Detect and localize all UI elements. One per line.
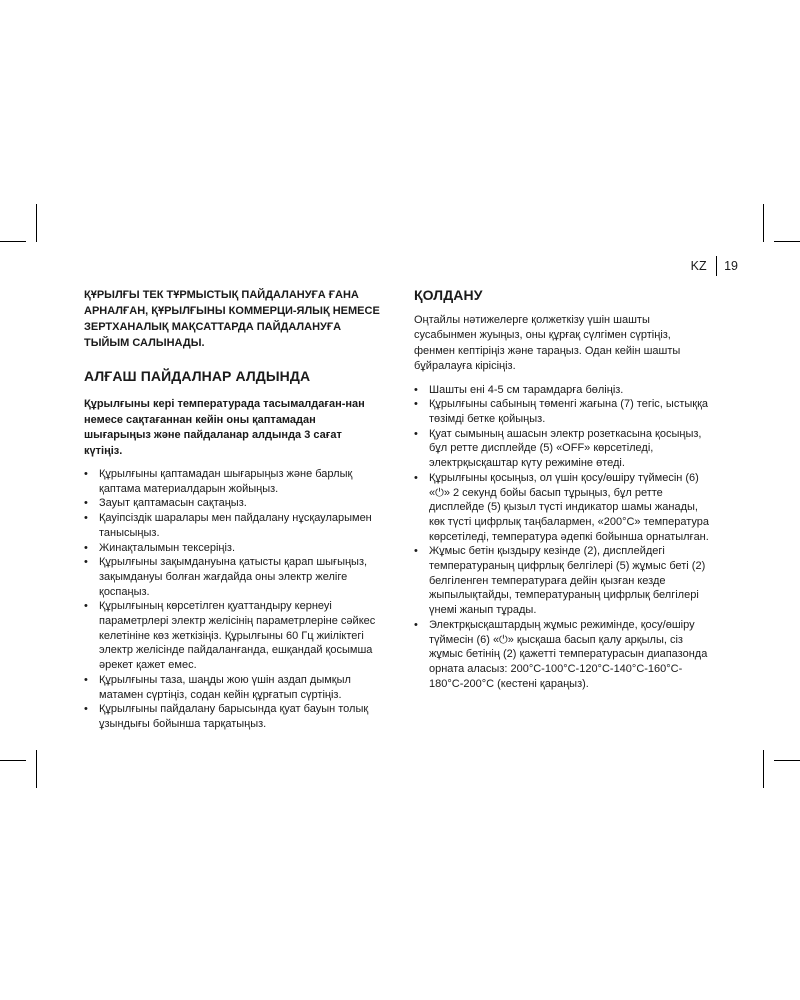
list-item: • Құрылғының көрсетілген қуаттандыру кернеуі параметрлері электр желісінің параметрлеріне сәйкес келетініне көз жеткізіңіз. Құрылғыны 60 Гц жиіліктегі электр желісінде пайдаланғанда, ешқандай қосымша әрекет қажет емес. [84,599,380,673]
list-item: • Құрылғыны сабының төменгі жағына (7) тегіс, ыстыққа төзімді бетке қойыңыз. [414,397,714,426]
list-item: • Құрылғыны пайдалану барысында қуат бауын толық ұзындығы бойынша тарқатыңыз. [84,702,380,731]
list-item: • Құрылғыны қосыңыз, ол үшін қосу/өшіру түймесін (6) «⏻» 2 секунд бойы басып тұрыңыз, бұл ретте дисплейде (5) қызыл түсті индикатор шамы жанады, көк түсті цифрлық таңбалармен, «200°C» температура көрсетіледі, температура әдепкі бойынша орнатылған. [414,471,714,545]
list-item: • Құрылғыны қаптамадан шығарыңыз және барлық қаптама материалдарын жойыңыз. [84,467,380,496]
usage-intro: Оңтайлы нәтижелерге қолжеткізу үшін шашты сусабынмен жуыңыз, оны құрғақ сүлгімен сүртіңіз, фенмен кептіріңіз және тараңыз. Одан кейін шашты бұйралауға кірісіңіз. [414,314,681,373]
before-use-list [84,467,380,732]
list-item: • Электрқысқаштардың жұмыс режимінде, қосу/өшіру түймесін (6) «⏻» қысқаша басып қалу арқылы, сіз жұмыс бетінің (2) қажетті температурасын диапазонда орната аласыз: 200°C-100°C-120°C-140°C-160°C-180°C-200°C (кестені қараңыз). [414,618,714,692]
section-heading-usage: ҚОЛДАНУ [414,287,483,303]
right-column [414,287,714,691]
crop-mark-top-right [763,204,764,242]
page-number: 19 [724,259,738,273]
list-item: • Шашты ені 4-5 см тарамдарға бөліңіз. [414,383,714,398]
page-header [691,256,738,276]
list-item: • Зауыт қаптамасын сақтаңыз. [84,496,380,511]
list-item: • Жинақталымын тексеріңіз. [84,541,380,556]
list-item: • Жұмыс бетін қыздыру кезінде (2), дисплейдегі температураның цифрлық белгілері (5) жұмыс беті (2) белгіленген температураға дейін қызған кезде жыпылықтайды, температураның цифрлық белгілері үнемі жанып тұрады. [414,544,714,618]
list-item: • Қауіпсіздік шаралары мен пайдалану нұсқауларымен танысыңыз. [84,511,380,540]
crop-mark-bottom-left [0,760,26,761]
crop-mark-bottom-right [763,750,764,788]
crop-mark-top-left [0,241,26,242]
crop-mark-bottom-right [774,760,800,761]
usage-list [414,383,714,692]
section-heading-before-use: АЛҒАШ ПАЙДАЛНАР АЛДЫНДА [84,368,311,384]
language-code: KZ [690,259,707,273]
usage-warning: ҚҰРЫЛҒЫ ТЕК ТҰРМЫСТЫҚ ПАЙДАЛАНУҒА ҒАНА АРНАЛҒАН, ҚҰРЫЛҒЫНЫ КОММЕРЦИ-ЯЛЫҚ НЕМЕСЕ ЗЕРТХАНАЛЫҚ МАҚСАТТАРДА ПАЙДАЛАНУҒА ТЫЙЫМ САЛЫНАДЫ. [84,289,380,349]
before-use-intro: Құрылғыны кері температурада тасымалдаған-нан немесе сақтағаннан кейін оны қаптамадан шығарыңыз және пайдаланар алдында 3 сағат күтіңіз. [84,398,365,457]
list-item: • Құрылғыны зақымдануына қатысты қарап шығыңыз, зақымдануы болған жағдайда оны электр желіге қоспаңыз. [84,555,380,599]
crop-mark-top-left [36,204,37,242]
crop-mark-top-right [774,241,800,242]
left-column [84,287,380,732]
list-item: • Қуат сымының ашасын электр розеткасына қосыңыз, бұл ретте дисплейде (5) «OFF» көрсетіледі, электрқысқаштар күту режиміне өтеді. [414,427,714,471]
list-item: • Құрылғыны таза, шаңды жою үшін аздап дымқыл матамен сүртіңіз, содан кейін құрғатып сүртіңіз. [84,673,380,702]
crop-mark-bottom-left [36,750,37,788]
